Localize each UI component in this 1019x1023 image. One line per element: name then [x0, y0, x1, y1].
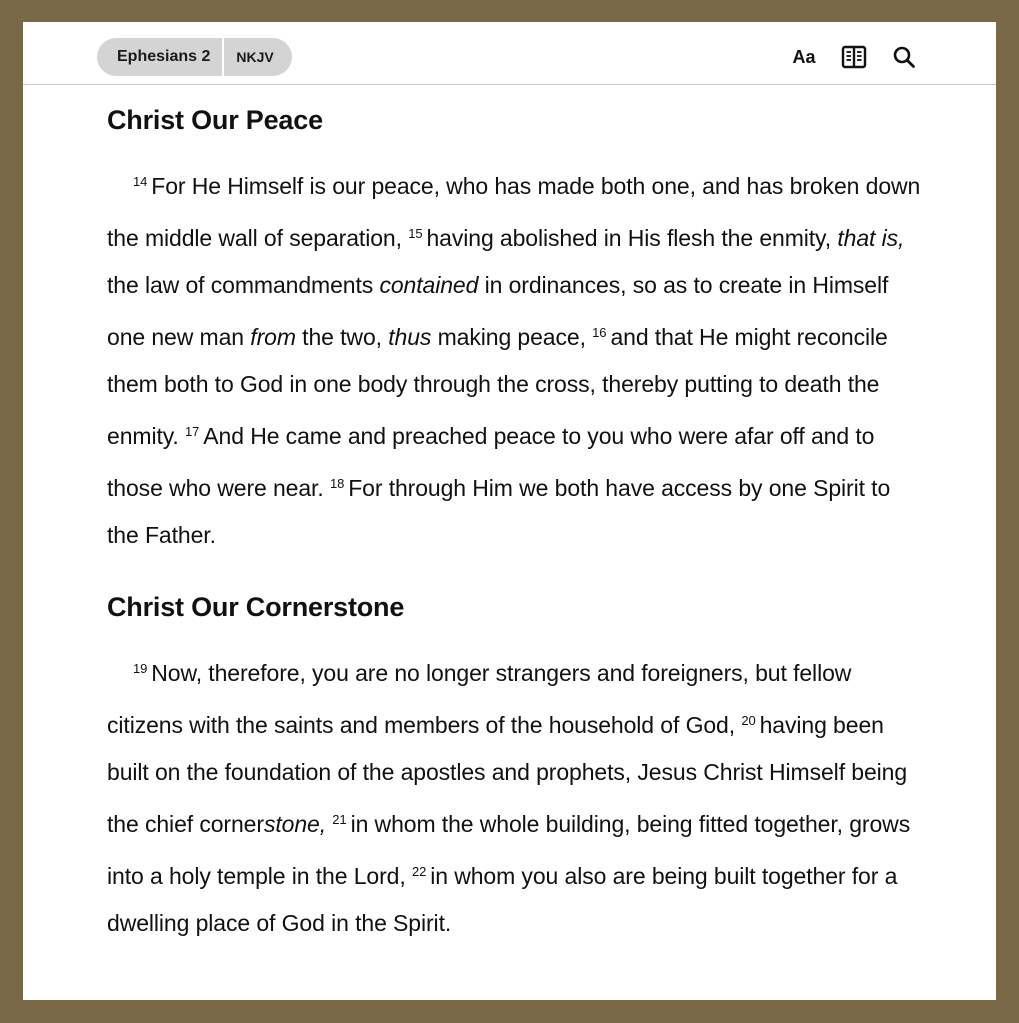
passage-selector	[97, 38, 292, 76]
verse-number[interactable]: 21	[332, 812, 347, 827]
verse-text: having abolished in His flesh the enmity,	[426, 225, 838, 251]
verse-text: the law of commandments	[107, 272, 380, 298]
bible-reader-window	[23, 22, 996, 1000]
verse-number[interactable]: 20	[741, 713, 756, 728]
verse-text: And He came and preached peace to you who were afar off and to those who were near.	[107, 423, 875, 501]
verse-text: and that He might reconcile them both to God in one body through the cross, thereby putting to death the enmity.	[107, 324, 888, 449]
section-heading: Christ Our Cornerstone	[107, 592, 405, 622]
italic-text: that is,	[837, 225, 905, 251]
section-paragraph	[107, 158, 927, 559]
verse-number[interactable]: 22	[411, 864, 427, 879]
top-toolbar	[23, 22, 996, 85]
verse-number[interactable]: 15	[408, 226, 423, 241]
verse-text: in whom you also are being built together for a dwelling place of God in the Spirit.	[107, 863, 898, 936]
parallel-bible-icon[interactable]	[841, 44, 867, 70]
verse-text: in whom the whole building, being fitted together, grows into a holy temple in the Lord,	[107, 811, 911, 889]
italic-text: thus	[388, 324, 432, 350]
italic-text: contained	[379, 272, 479, 298]
chapter-content	[107, 84, 927, 947]
font-settings-icon[interactable]: Aa	[792, 46, 816, 67]
verse-text: having been built on the foundation of the apostles and prophets, Jesus Christ Himself being the chief corner	[107, 712, 908, 837]
section-heading: Christ Our Peace	[107, 105, 323, 135]
verse-number[interactable]: 18	[329, 476, 345, 491]
book-chapter-button[interactable]: Ephesians 2	[117, 48, 211, 65]
verse-number[interactable]: 16	[592, 325, 607, 340]
verse-number[interactable]: 19	[133, 661, 148, 676]
verse-number[interactable]: 17	[185, 424, 200, 439]
version-button[interactable]: NKJV	[222, 38, 291, 76]
verse-text: in ordinances, so as to create in Himself one new man	[107, 272, 889, 350]
verse-text: Now, therefore, you are no longer strangers and foreigners, but fellow citizens with the saints and members of the household of God,	[107, 660, 852, 738]
verse-text: the two,	[295, 324, 389, 350]
verse-text: For through Him we both have access by one Spirit to the Father.	[107, 475, 891, 548]
verse-text: For He Himself is our peace, who has made both one, and has broken down the middle wall of separation,	[107, 173, 921, 251]
italic-text: from	[250, 324, 296, 350]
verse-number[interactable]: 14	[133, 174, 148, 189]
verse-text: making peace,	[431, 324, 593, 350]
toolbar-tools	[791, 44, 941, 70]
section-paragraph	[107, 645, 927, 947]
search-icon[interactable]	[891, 44, 917, 70]
italic-text: stone,	[263, 811, 326, 837]
